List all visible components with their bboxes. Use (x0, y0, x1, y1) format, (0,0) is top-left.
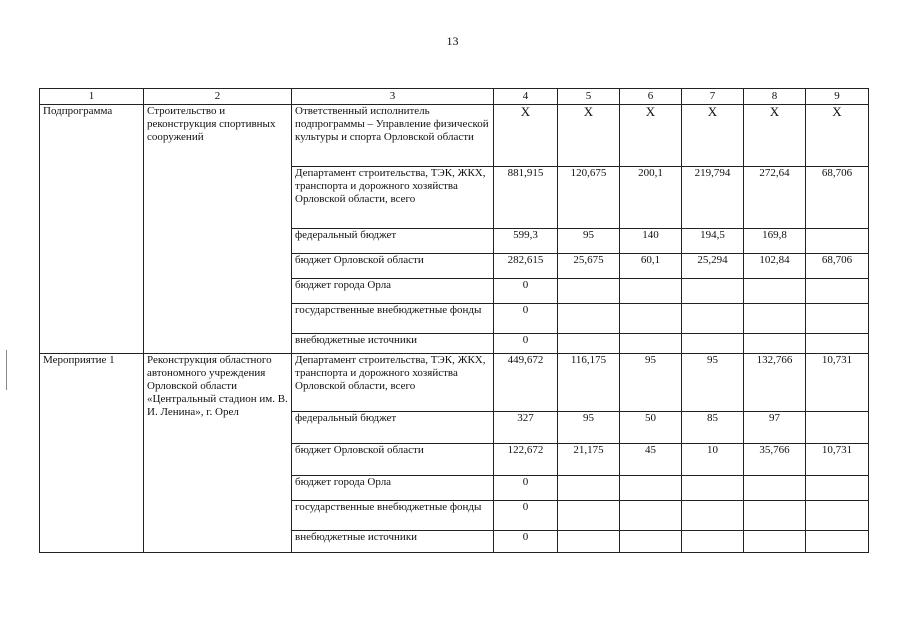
value-cell: 25,675 (558, 254, 620, 279)
funding-source-cell: федеральный бюджет (292, 229, 494, 254)
value-cell: 282,615 (494, 254, 558, 279)
header-cell: 5 (558, 89, 620, 105)
margin-mark (6, 350, 7, 390)
funding-source-cell: Департамент строительства, ТЭК, ЖКХ, транспорта и дорожного хозяйства Орловской области, всего (292, 167, 494, 229)
value-cell (620, 531, 682, 553)
value-cell: 169,8 (744, 229, 806, 254)
value-cell: 0 (494, 476, 558, 501)
value-cell (744, 531, 806, 553)
funding-source-cell: бюджет города Орла (292, 476, 494, 501)
value-cell (744, 279, 806, 304)
value-cell: 599,3 (494, 229, 558, 254)
table-body (40, 105, 869, 553)
header-cell: 1 (40, 89, 144, 105)
value-cell: 120,675 (558, 167, 620, 229)
value-cell: 95 (620, 354, 682, 412)
value-cell (558, 476, 620, 501)
page-number: 13 (446, 34, 459, 48)
funding-source-cell: внебюджетные источники (292, 531, 494, 553)
value-cell (558, 279, 620, 304)
value-cell (620, 501, 682, 531)
value-cell: 50 (620, 412, 682, 444)
funding-source-cell: Ответственный исполнитель подпрограммы – Управление физической культуры и спорта Орловской области (292, 105, 494, 167)
value-cell: 881,915 (494, 167, 558, 229)
value-cell: X (682, 105, 744, 167)
value-cell: 102,84 (744, 254, 806, 279)
value-cell: X (620, 105, 682, 167)
value-cell: 327 (494, 412, 558, 444)
value-cell: 35,766 (744, 444, 806, 476)
value-cell (620, 476, 682, 501)
value-cell (806, 476, 869, 501)
project-name-cell: Строительство и реконструкция спортивных сооружений (144, 105, 292, 354)
value-cell: 10,731 (806, 354, 869, 412)
funding-source-cell: бюджет Орловской области (292, 254, 494, 279)
value-cell (558, 501, 620, 531)
value-cell: 60,1 (620, 254, 682, 279)
value-cell: 122,672 (494, 444, 558, 476)
value-cell (620, 304, 682, 334)
value-cell (682, 501, 744, 531)
value-cell: 0 (494, 531, 558, 553)
value-cell (806, 501, 869, 531)
value-cell: X (806, 105, 869, 167)
value-cell: 85 (682, 412, 744, 444)
funding-source-cell: бюджет города Орла (292, 279, 494, 304)
value-cell: 194,5 (682, 229, 744, 254)
value-cell (620, 334, 682, 354)
value-cell: 449,672 (494, 354, 558, 412)
funding-source-cell: бюджет Орловской области (292, 444, 494, 476)
row-type-cell: Подпрограмма (40, 105, 144, 354)
header-cell: 2 (144, 89, 292, 105)
header-cell: 8 (744, 89, 806, 105)
value-cell: 25,294 (682, 254, 744, 279)
funding-source-cell: государственные внебюджетные фонды (292, 304, 494, 334)
value-cell: 272,64 (744, 167, 806, 229)
value-cell: 140 (620, 229, 682, 254)
table-row (40, 354, 869, 412)
value-cell: 0 (494, 279, 558, 304)
value-cell: X (558, 105, 620, 167)
header-cell: 7 (682, 89, 744, 105)
value-cell (744, 501, 806, 531)
value-cell: 68,706 (806, 254, 869, 279)
value-cell: 97 (744, 412, 806, 444)
value-cell (806, 279, 869, 304)
value-cell: 21,175 (558, 444, 620, 476)
value-cell: 95 (682, 354, 744, 412)
value-cell (682, 476, 744, 501)
value-cell (620, 279, 682, 304)
funding-source-cell: государственные внебюджетные фонды (292, 501, 494, 531)
value-cell (806, 304, 869, 334)
value-cell (806, 531, 869, 553)
value-cell: 0 (494, 304, 558, 334)
value-cell: 95 (558, 229, 620, 254)
value-cell (558, 531, 620, 553)
value-cell (558, 334, 620, 354)
value-cell: 116,175 (558, 354, 620, 412)
header-cell: 9 (806, 89, 869, 105)
table-row (40, 105, 869, 167)
funding-source-cell: Департамент строительства, ТЭК, ЖКХ, транспорта и дорожного хозяйства Орловской области, всего (292, 354, 494, 412)
value-cell (558, 304, 620, 334)
value-cell: 68,706 (806, 167, 869, 229)
value-cell: 10 (682, 444, 744, 476)
value-cell (806, 334, 869, 354)
value-cell: 95 (558, 412, 620, 444)
header-cell: 3 (292, 89, 494, 105)
value-cell (682, 334, 744, 354)
funding-source-cell: федеральный бюджет (292, 412, 494, 444)
budget-table (39, 88, 869, 553)
value-cell: 0 (494, 501, 558, 531)
value-cell (682, 304, 744, 334)
value-cell: 219,794 (682, 167, 744, 229)
value-cell (744, 476, 806, 501)
value-cell: 0 (494, 334, 558, 354)
value-cell: 132,766 (744, 354, 806, 412)
value-cell (806, 412, 869, 444)
value-cell: 45 (620, 444, 682, 476)
value-cell: X (494, 105, 558, 167)
value-cell: 10,731 (806, 444, 869, 476)
value-cell (806, 229, 869, 254)
value-cell (682, 279, 744, 304)
value-cell (744, 304, 806, 334)
header-row (40, 89, 869, 105)
value-cell (682, 531, 744, 553)
project-name-cell: Реконструкция областного автономного учреждения Орловской области «Центральный стадион им. В. И. Ленина», г. Орел (144, 354, 292, 553)
funding-source-cell: внебюджетные источники (292, 334, 494, 354)
value-cell: X (744, 105, 806, 167)
header-cell: 6 (620, 89, 682, 105)
row-type-cell: Мероприятие 1 (40, 354, 144, 553)
value-cell: 200,1 (620, 167, 682, 229)
header-cell: 4 (494, 89, 558, 105)
value-cell (744, 334, 806, 354)
